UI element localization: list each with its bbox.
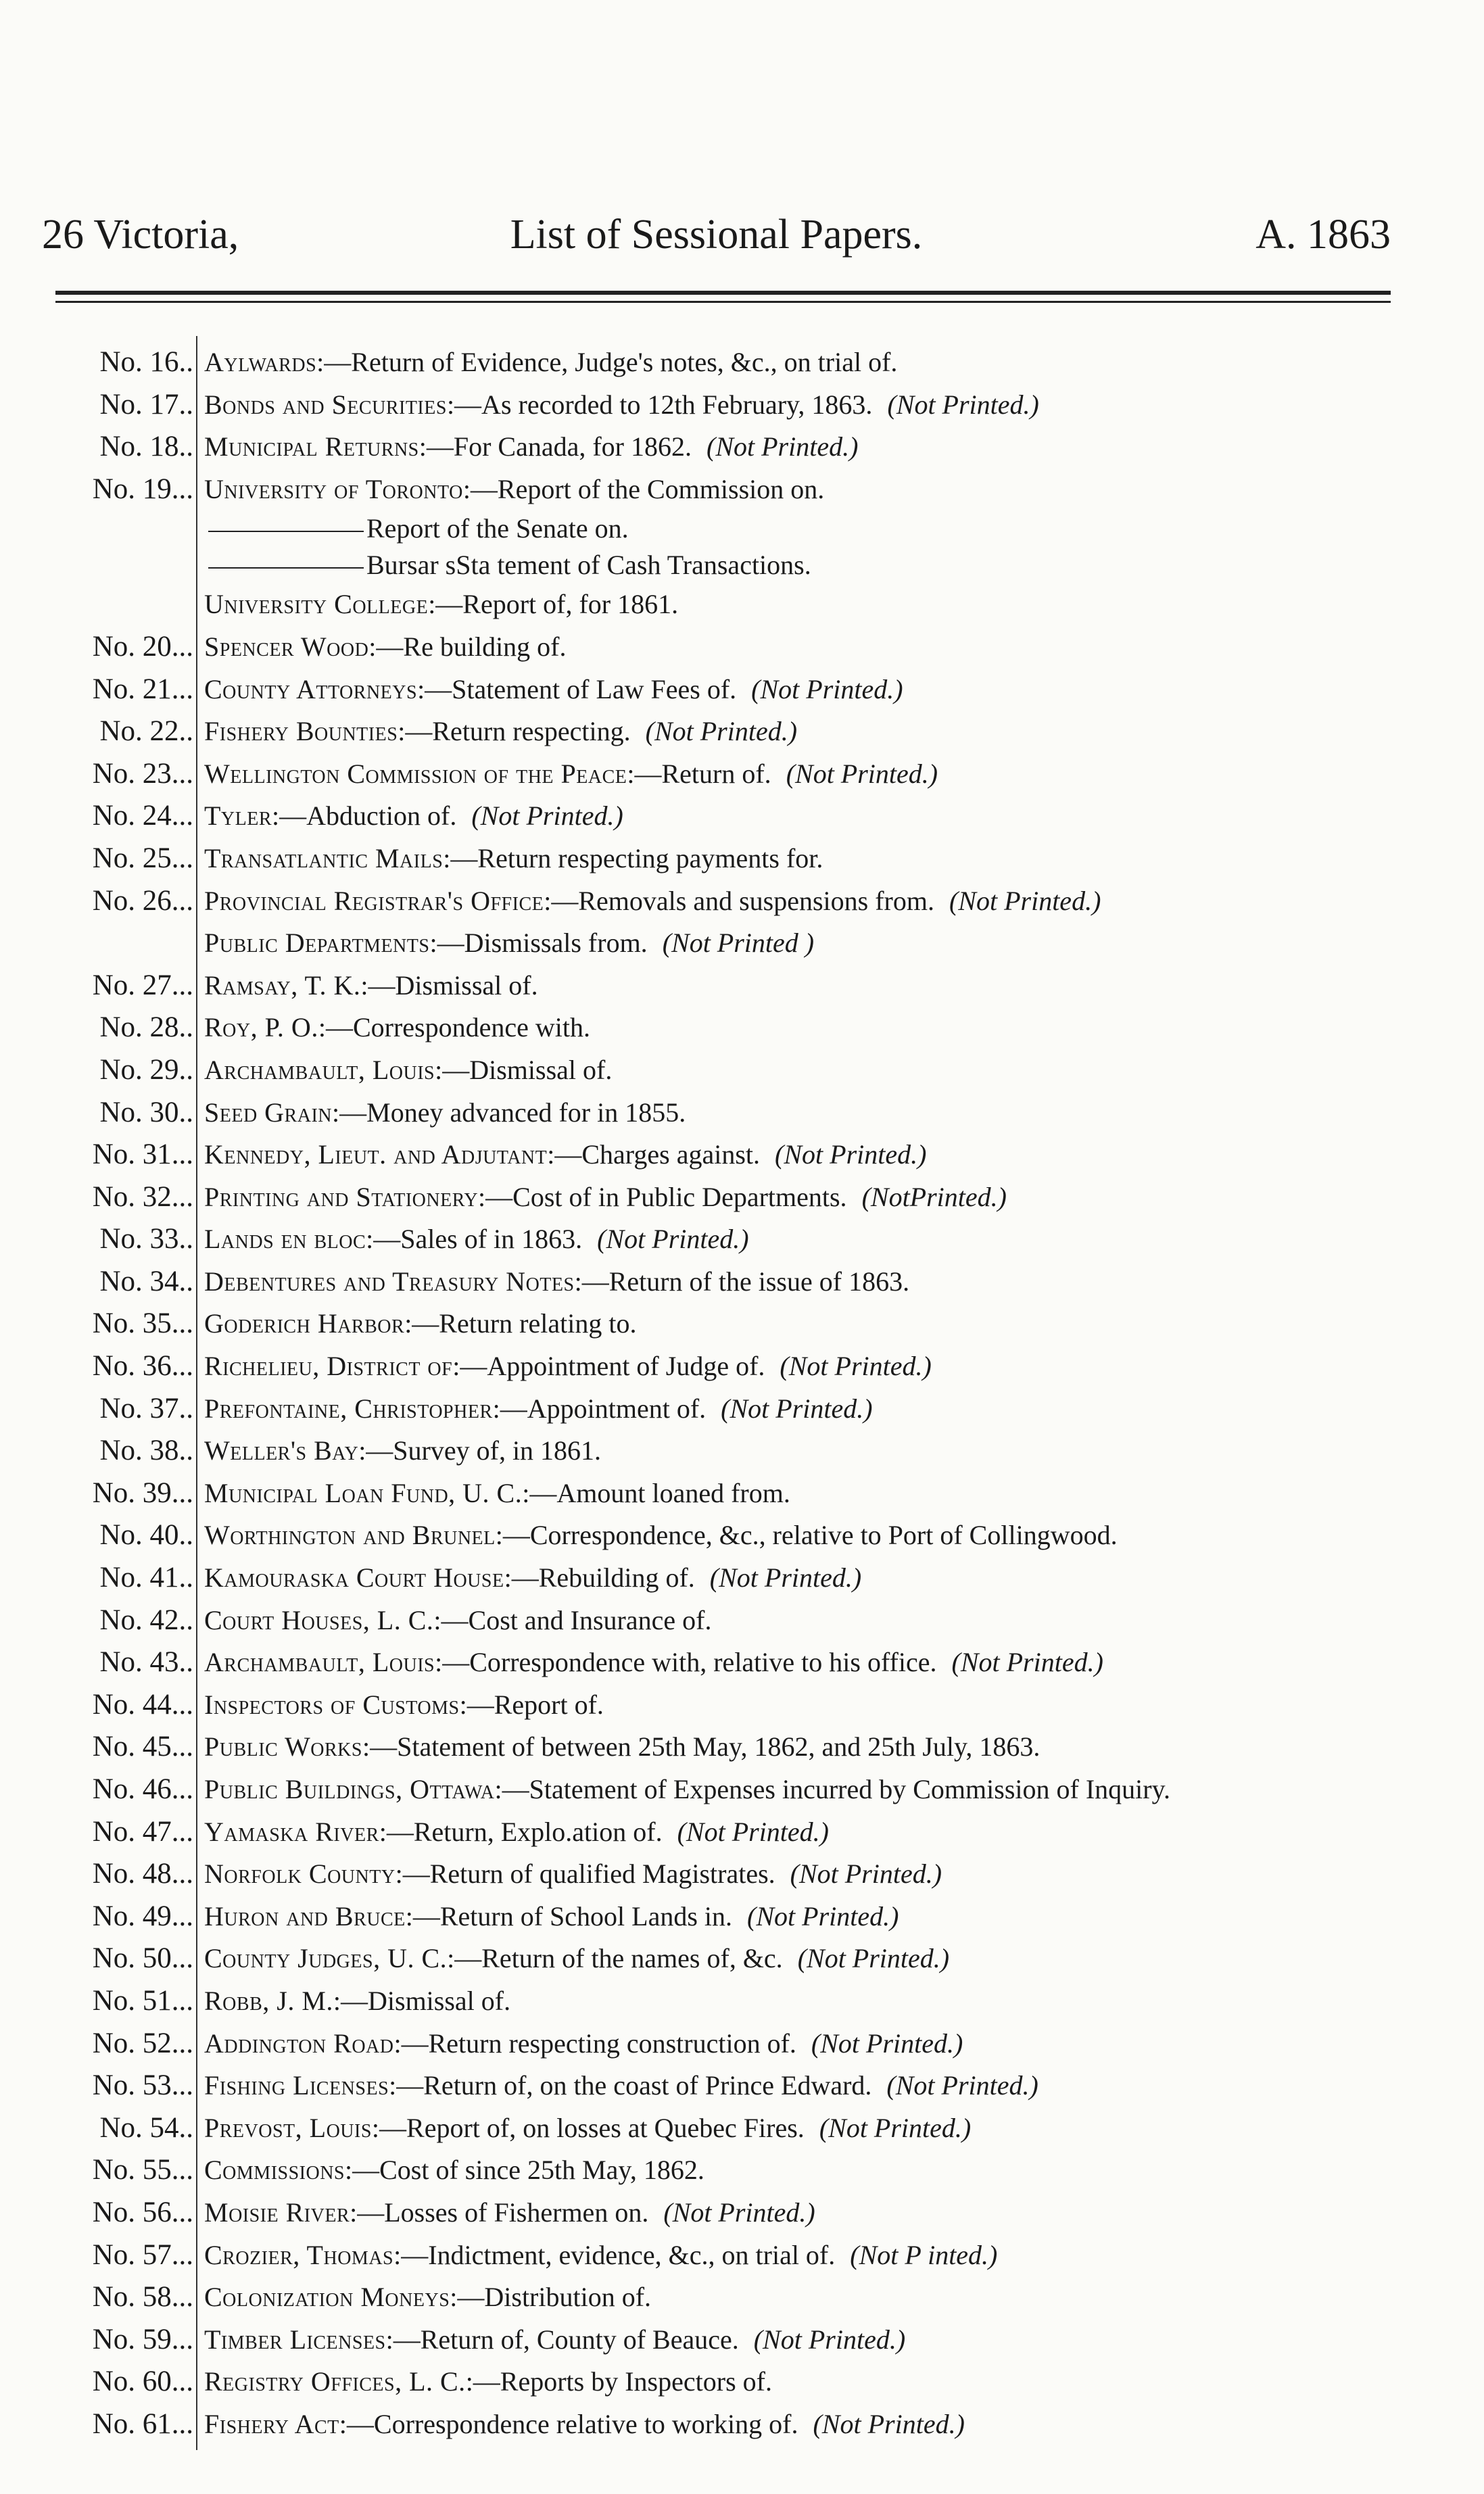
list-item [54, 384, 1460, 427]
paper-description: :—Statement of Law Fees of. [417, 673, 737, 704]
paper-entry [204, 341, 897, 384]
paper-number: No. 59... [92, 2323, 193, 2355]
paper-subject: Archambault, Louis [204, 1054, 435, 1085]
list-item [54, 2319, 1460, 2361]
paper-entry [204, 1641, 1103, 1684]
paper-description: :—Indictment, evidence, &c., on trial of. [393, 2239, 836, 2270]
list-item [54, 510, 1460, 547]
not-printed-note: (Not Printed.) [751, 673, 903, 704]
list-item [54, 1684, 1460, 1727]
paper-description: :—Charges against. [547, 1139, 761, 1170]
paper-subject: Lands en bloc [204, 1224, 366, 1255]
paper-description: :—Return, Explo.ation of. [379, 1816, 663, 1847]
paper-number: No. 22.. [99, 715, 193, 748]
paper-description: :—Return respecting construction of. [393, 2028, 796, 2059]
list-item [54, 1896, 1460, 1938]
list-item [54, 1980, 1460, 2023]
paper-entry [204, 1007, 590, 1049]
not-printed-note: (Not Printed.) [471, 800, 623, 832]
paper-number: No. 16.. [99, 346, 193, 378]
paper-subject: Norfolk County [204, 1858, 396, 1890]
not-printed-note: (Not Printed.) [721, 1393, 873, 1424]
paper-subject: Municipal Returns [204, 431, 419, 462]
paper-description: :—Report of the Commission on. [462, 473, 825, 504]
paper-entry [204, 711, 797, 753]
paper-entry [204, 1176, 1007, 1219]
paper-subject: Transatlantic Mails [204, 842, 444, 873]
list-item [54, 1049, 1460, 1092]
paper-description: :—Cost of in Public Departments. [478, 1181, 847, 1212]
paper-description: :—Sales of in 1863. [366, 1224, 583, 1255]
paper-entry [204, 2107, 971, 2150]
list-item [54, 583, 1460, 626]
paper-subject: Provincial Registrar's Office [204, 885, 544, 916]
paper-subject: Public Buildings, Ottawa [204, 1774, 495, 1804]
paper-entry [204, 1261, 909, 1303]
paper-number: No. 34.. [99, 1265, 193, 1297]
paper-subject: Fishery Act [204, 2408, 339, 2439]
paper-number: No. 53... [92, 2069, 193, 2102]
paper-number: No. 51... [92, 1984, 193, 2017]
paper-description: :—Correspondence with. [318, 1012, 590, 1043]
not-printed-note: (Not Printed.) [663, 2197, 815, 2228]
paper-entry [204, 669, 903, 711]
not-printed-note: (Not Printed.) [753, 2324, 906, 2355]
paper-description: :—Report of, for 1861. [428, 589, 679, 620]
paper-number: No. 60... [92, 2366, 193, 2398]
paper-number: No. 20... [92, 630, 193, 663]
paper-entry [204, 1092, 686, 1134]
not-printed-note: (Not Printed.) [747, 1900, 899, 1932]
paper-subject: Public Departments [204, 928, 430, 959]
paper-entry [204, 1303, 636, 1345]
paper-entry [204, 583, 678, 626]
paper-number: No. 28.. [99, 1011, 193, 1044]
paper-description: :—Appointment of. [492, 1393, 707, 1424]
paper-description: :—Return of the names of, &c. [447, 1943, 783, 1974]
paper-entry [204, 2319, 905, 2361]
paper-subject: Municipal Loan Fund, U. C. [204, 1477, 523, 1508]
paper-description: :—Report of, on losses at Quebec Fires. [371, 2112, 805, 2143]
paper-description: :—Cost and Insurance of. [433, 1604, 712, 1635]
paper-description: :—Statement of between 25th May, 1862, and 25th July, 1863. [362, 1731, 1040, 1762]
paper-number: No. 36... [92, 1350, 193, 1383]
not-printed-note: (Not Printed.) [811, 2028, 963, 2059]
paper-number: No. 48... [92, 1858, 193, 1890]
sessional-papers-list [54, 341, 1460, 2446]
list-item [54, 669, 1460, 711]
paper-description: :—Losses of Fishermen on. [350, 2197, 649, 2228]
not-printed-note: (Not Printed.) [797, 1943, 950, 1974]
paper-number: No. 32... [92, 1180, 193, 1213]
not-printed-note: (Not Printed.) [949, 885, 1101, 916]
paper-entry [204, 1388, 873, 1431]
paper-number: No. 40.. [99, 1519, 193, 1552]
paper-subject: Tyler [204, 800, 272, 832]
list-item [54, 1726, 1460, 1769]
list-item [54, 1345, 1460, 1388]
header-session: 26 Victoria, [42, 212, 239, 258]
paper-subject: Kennedy, Lieut. and Adjutant [204, 1139, 548, 1170]
paper-subject: Debentures and Treasury Notes [204, 1266, 575, 1297]
paper-subject: University of Toronto [204, 473, 463, 504]
paper-entry [204, 1218, 749, 1261]
paper-description: :—Return of, County of Beauce. [385, 2324, 739, 2355]
paper-subject: Wellington Commission of the Peace [204, 758, 627, 789]
list-item [54, 1388, 1460, 1431]
paper-subject: Kamouraska Court House [204, 1562, 504, 1593]
paper-entry [204, 1472, 790, 1515]
paper-number: No. 26... [92, 884, 193, 917]
list-item [54, 2107, 1460, 2150]
paper-entry [204, 838, 823, 880]
paper-subject: University College [204, 589, 429, 620]
not-printed-note: (Not Printed.) [775, 1139, 927, 1170]
paper-subject: Richelieu, District of [204, 1351, 453, 1382]
paper-entry [204, 384, 1039, 427]
paper-number: No. 55... [92, 2154, 193, 2186]
list-item [54, 711, 1460, 753]
paper-subject: Goderich Harbor [204, 1308, 405, 1339]
paper-subject: Commissions [204, 2155, 345, 2186]
paper-description: :—Dismissal of. [435, 1054, 613, 1085]
paper-number: No. 23... [92, 757, 193, 790]
paper-entry [204, 1430, 601, 1472]
paper-subject: Addington Road [204, 2028, 394, 2059]
paper-description: :—Dismissal of. [333, 1985, 511, 2016]
list-item [54, 838, 1460, 880]
paper-number: No. 42.. [99, 1604, 193, 1636]
paper-number: No. 33.. [99, 1223, 193, 1255]
paper-subject: Prefontaine, Christopher [204, 1393, 493, 1424]
header-title: List of Sessional Papers. [510, 212, 923, 258]
not-printed-note: (Not Printed ) [662, 928, 815, 959]
paper-subject: Ramsay, T. K. [204, 969, 361, 1001]
paper-description: Report of the Senate on. [366, 513, 629, 544]
paper-entry [204, 1600, 711, 1642]
list-item [54, 1600, 1460, 1642]
paper-number: No. 17.. [99, 388, 193, 421]
paper-description: :—Return of Evidence, Judge's notes, &c., on trial of. [316, 347, 898, 377]
not-printed-note: (Not Printed.) [813, 2408, 965, 2439]
paper-entry [204, 2403, 965, 2446]
paper-number: No. 44... [92, 1688, 193, 1721]
page-header [42, 203, 1391, 277]
paper-number: No. 50... [92, 1942, 193, 1975]
paper-number: No. 31... [92, 1138, 193, 1171]
list-item [54, 1218, 1460, 1261]
paper-number: No. 54.. [99, 2111, 193, 2144]
paper-description: :—Return of qualified Magistrates. [395, 1858, 775, 1890]
paper-entry [204, 1514, 1118, 1557]
paper-number: No. 57... [92, 2238, 193, 2271]
list-item [54, 1472, 1460, 1515]
paper-number: No. 38.. [99, 1435, 193, 1467]
paper-number: No. 37.. [99, 1392, 193, 1424]
list-item [54, 341, 1460, 384]
list-item [54, 2234, 1460, 2277]
paper-entry [204, 626, 567, 669]
paper-subject: Archambault, Louis [204, 1647, 435, 1678]
list-item [54, 1514, 1460, 1557]
paper-entry [204, 426, 858, 469]
paper-description: :—Appointment of Judge of. [452, 1351, 765, 1382]
list-item [54, 1853, 1460, 1896]
paper-number: No. 18.. [99, 431, 193, 463]
paper-entry [204, 1896, 899, 1938]
paper-description: :—Abduction of. [272, 800, 457, 832]
paper-number: No. 61... [92, 2407, 193, 2440]
list-item [54, 1811, 1460, 1854]
list-item [54, 2276, 1460, 2319]
paper-subject: Spencer Wood [204, 631, 369, 662]
paper-description: :—Re building of. [368, 631, 567, 662]
paper-subject: Crozier, Thomas [204, 2239, 394, 2270]
paper-subject: Inspectors of Customs [204, 1689, 460, 1720]
paper-number: No. 47... [92, 1815, 193, 1848]
list-item [54, 1261, 1460, 1303]
list-item [54, 426, 1460, 469]
paper-subject: Moisie River [204, 2197, 350, 2228]
paper-entry [204, 1557, 861, 1600]
paper-description: :—Removals and suspensions from. [544, 885, 934, 916]
not-printed-note: (Not Printed.) [951, 1647, 1103, 1678]
paper-description: :—Return of, on the coast of Prince Edward. [389, 2070, 872, 2101]
paper-description: :—For Canada, for 1862. [418, 431, 692, 462]
not-printed-note: (Not Printed.) [707, 431, 859, 462]
paper-subject: Printing and Stationery [204, 1181, 479, 1212]
ditto-dash [208, 531, 364, 532]
list-item [54, 922, 1460, 965]
list-item [54, 795, 1460, 838]
paper-description: :—As recorded to 12th February, 1863. [446, 389, 873, 420]
paper-subject: Huron and Bruce [204, 1900, 406, 1932]
paper-description: :—Rebuilding of. [504, 1562, 695, 1593]
paper-subject: Timber Licenses [204, 2324, 386, 2355]
paper-description: :—Return of School Lands in. [405, 1900, 733, 1932]
paper-subject: Fishery Bounties [204, 716, 398, 747]
paper-subject: Aylwards [204, 347, 317, 377]
paper-entry [204, 1980, 510, 2023]
not-printed-note: (Not Printed.) [709, 1562, 862, 1593]
paper-subject: Fishing Licenses [204, 2070, 389, 2101]
paper-number: No. 43.. [99, 1646, 193, 1679]
paper-description: :—Money advanced for in 1855. [332, 1097, 686, 1128]
paper-subject: Bonds and Securities [204, 389, 447, 420]
paper-subject: Robb, J. M. [204, 1985, 333, 2016]
paper-description: :—Reports by Inspectors of. [465, 2366, 772, 2397]
paper-description: :—Statement of Expenses incurred by Commission of Inquiry. [494, 1774, 1170, 1804]
paper-description: :—Return relating to. [404, 1308, 637, 1339]
paper-entry [204, 2276, 651, 2319]
list-item [54, 1092, 1460, 1134]
not-printed-note: (Not Printed.) [597, 1224, 749, 1255]
paper-subject: Roy, P. O. [204, 1012, 318, 1043]
not-printed-note: (Not Printed.) [786, 758, 938, 789]
paper-description: :—Correspondence, &c., relative to Port of Collingwood. [495, 1520, 1118, 1551]
list-item [54, 1134, 1460, 1176]
list-item [54, 2149, 1460, 2192]
paper-entry [204, 2149, 704, 2192]
list-item [54, 2023, 1460, 2065]
list-item [54, 1303, 1460, 1345]
paper-number: No. 41.. [99, 1562, 193, 1594]
paper-subject: County Attorneys [204, 673, 418, 704]
list-item [54, 1641, 1460, 1684]
paper-subject: Weller's Bay [204, 1435, 359, 1466]
paper-description: :—Report of. [459, 1689, 604, 1720]
ditto-dash [208, 567, 364, 569]
paper-number: No. 56... [92, 2196, 193, 2228]
rule-thick [55, 291, 1391, 295]
header-rule [55, 291, 1391, 303]
paper-entry [204, 469, 824, 511]
paper-entry [204, 2361, 772, 2403]
not-printed-note: (Not Printed.) [780, 1351, 932, 1382]
paper-entry [204, 1811, 829, 1854]
paper-description: :—Return respecting payments for. [443, 842, 823, 873]
paper-subject: Prevost, Louis [204, 2112, 372, 2143]
paper-description: :—Dismissals from. [429, 928, 648, 959]
paper-entry [204, 795, 623, 838]
list-item [54, 1430, 1460, 1472]
not-printed-note: (Not Printed.) [886, 2070, 1038, 2101]
not-printed-note: (Not P inted.) [850, 2239, 998, 2270]
paper-number: No. 39... [92, 1477, 193, 1509]
list-item [54, 626, 1460, 669]
paper-entry [204, 880, 1101, 923]
list-item [54, 1769, 1460, 1811]
paper-description: :—Dismissal of. [360, 969, 538, 1001]
paper-subject: Worthington and Brunel [204, 1520, 496, 1551]
list-item [54, 1938, 1460, 1980]
paper-description: :—Return of. [627, 758, 771, 789]
list-item [54, 753, 1460, 796]
list-item [54, 2403, 1460, 2446]
paper-entry [204, 1134, 926, 1176]
list-item [54, 2361, 1460, 2403]
paper-entry [204, 1345, 932, 1388]
list-item [54, 2065, 1460, 2107]
not-printed-note: (Not Printed.) [819, 2112, 972, 2143]
paper-number: No. 30.. [99, 1096, 193, 1128]
paper-number: No. 25... [92, 842, 193, 874]
paper-number: No. 49... [92, 1900, 193, 1932]
paper-entry [204, 922, 814, 965]
paper-number: No. 45... [92, 1731, 193, 1763]
paper-entry [204, 1853, 942, 1896]
paper-description: Bursar sSta tement of Cash Transactions. [366, 550, 811, 581]
paper-entry [204, 2192, 815, 2234]
list-item [54, 469, 1460, 511]
paper-number: No. 27... [92, 969, 193, 1001]
list-item [54, 965, 1460, 1007]
paper-entry [204, 2023, 963, 2065]
paper-number: No. 21... [92, 673, 193, 705]
paper-entry [204, 1684, 604, 1727]
paper-description: :—Amount loaned from. [522, 1477, 790, 1508]
list-item [54, 880, 1460, 923]
rule-thin [55, 301, 1391, 303]
paper-entry [204, 1769, 1170, 1811]
paper-number: No. 35... [92, 1308, 193, 1340]
list-item [54, 1557, 1460, 1600]
paper-subject: County Judges, U. C. [204, 1943, 448, 1974]
not-printed-note: (NotPrinted.) [861, 1181, 1007, 1212]
paper-description: :—Correspondence relative to working of. [339, 2408, 798, 2439]
paper-description: :—Correspondence with, relative to his office. [435, 1647, 937, 1678]
paper-number: No. 52... [92, 2027, 193, 2059]
paper-description: :—Return respecting. [398, 716, 631, 747]
header-series: A. 1863 [1255, 212, 1391, 258]
not-printed-note: (Not Printed.) [645, 716, 798, 747]
paper-entry [204, 965, 538, 1007]
paper-subject: Public Works [204, 1731, 362, 1762]
paper-description: :—Return of the issue of 1863. [574, 1266, 910, 1297]
paper-entry [204, 547, 811, 583]
paper-description: :—Cost of since 25th May, 1862. [345, 2155, 704, 2186]
paper-entry [204, 510, 629, 547]
paper-number: No. 19... [92, 473, 193, 505]
paper-entry [204, 1049, 612, 1092]
paper-description: :—Distribution of. [450, 2282, 652, 2313]
paper-subject: Yamaska River [204, 1816, 379, 1847]
paper-entry [204, 2234, 997, 2277]
not-printed-note: (Not Printed.) [677, 1816, 829, 1847]
list-item [54, 547, 1460, 583]
paper-number: No. 58... [92, 2281, 193, 2313]
paper-subject: Court Houses, L. C. [204, 1604, 434, 1635]
list-item [54, 2192, 1460, 2234]
paper-description: :—Survey of, in 1861. [358, 1435, 602, 1466]
paper-number: No. 24... [92, 800, 193, 832]
not-printed-note: (Not Printed.) [887, 389, 1039, 420]
paper-subject: Registry Offices, L. C. [204, 2366, 466, 2397]
paper-entry [204, 753, 938, 796]
list-item [54, 1007, 1460, 1049]
not-printed-note: (Not Printed.) [790, 1858, 942, 1890]
paper-entry [204, 1938, 949, 1980]
paper-subject: Colonization Moneys [204, 2282, 450, 2313]
list-item [54, 1176, 1460, 1219]
paper-number: No. 29.. [99, 1053, 193, 1086]
paper-entry [204, 1726, 1040, 1769]
paper-entry [204, 2065, 1038, 2107]
paper-subject: Seed Grain [204, 1097, 333, 1128]
paper-number: No. 46... [92, 1773, 193, 1805]
